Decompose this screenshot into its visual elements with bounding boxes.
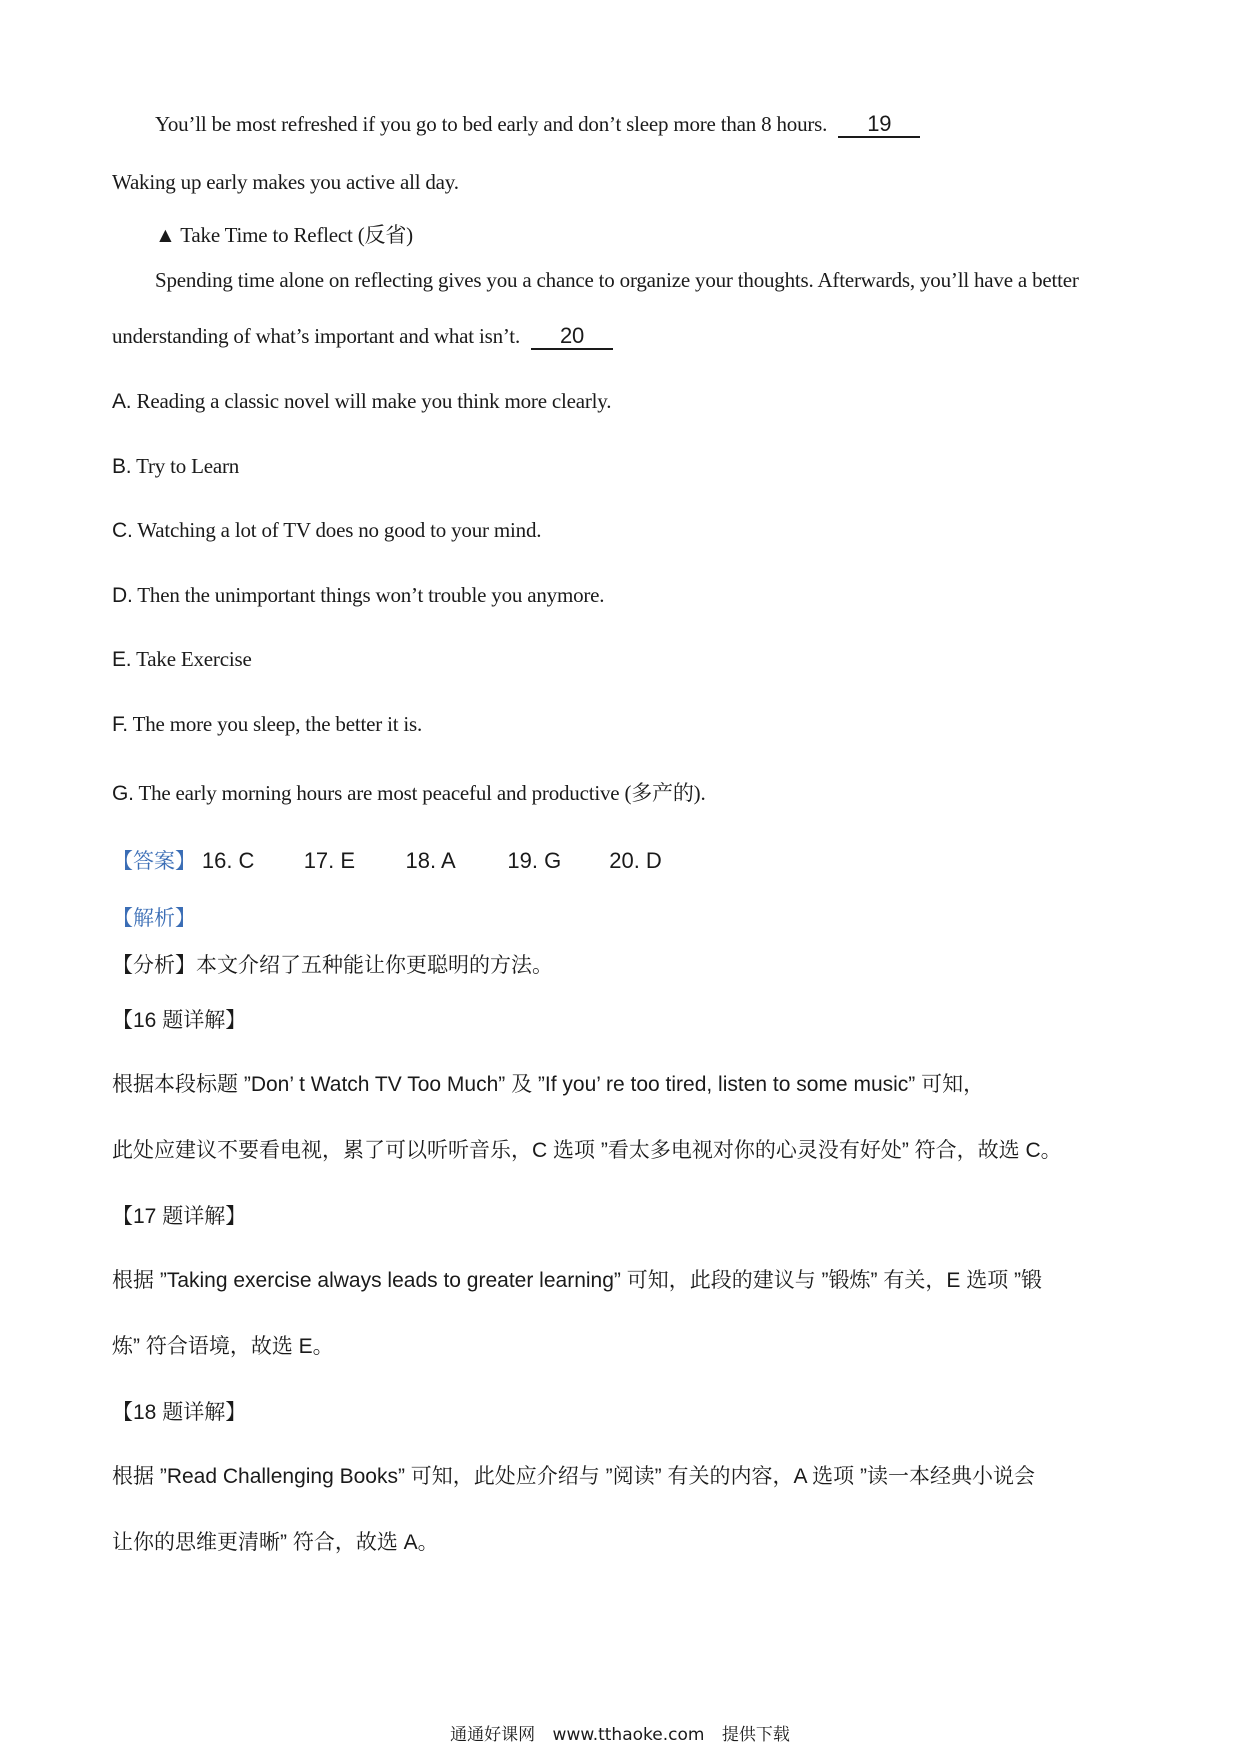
option-letter: C.: [112, 519, 133, 542]
option-g: [112, 777, 706, 807]
option-letter: A.: [112, 390, 132, 413]
passage-line-19: [155, 112, 920, 138]
option-a: [112, 389, 611, 414]
option-text: Try to Learn: [136, 454, 240, 478]
q17-line-1: 根据 ”Taking exercise always leads to greater learning” 可知，此段的建议与 ”锻炼” 有关，E 选项 ”锻: [112, 1269, 1043, 1292]
option-b: [112, 454, 239, 479]
q17-line-2: 炼” 符合语境，故选 E。: [112, 1335, 334, 1358]
q16-heading: 【16 题详解】: [112, 1009, 247, 1032]
q17-heading: 【17 题详解】: [112, 1205, 247, 1228]
option-e: [112, 647, 252, 672]
footer-site-name: 通通好课网: [450, 1725, 536, 1745]
option-text: The early morning hours are most peaceful and productive (多产的).: [138, 781, 706, 805]
page-footer: [0, 1720, 1240, 1745]
option-text: Take Exercise: [136, 647, 252, 671]
blank-20: 20: [531, 324, 613, 350]
footer-url[interactable]: www.tthaoke.com: [552, 1725, 705, 1745]
passage-sentence-19: You’ll be most refreshed if you go to bed early and don’t sleep more than 8 hours.: [155, 112, 828, 136]
analysis-summary: 【分析】本文介绍了五种能让你更聪明的方法。: [112, 954, 553, 977]
footer-note: 提供下载: [721, 1725, 790, 1745]
blank-19: 19: [838, 112, 920, 138]
option-text: Then the unimportant things won’t trouble you anymore.: [137, 583, 605, 607]
q18-heading: 【18 题详解】: [112, 1401, 247, 1424]
reflect-paragraph-line-1: Spending time alone on reflecting gives you a chance to organize your thoughts. Afterwards, you’ll have a better: [155, 268, 1079, 292]
option-c: [112, 518, 541, 543]
answer-18: 18. A: [405, 848, 456, 873]
reflect-sentence-end: understanding of what’s important and what isn’t.: [112, 324, 520, 348]
option-text: The more you sleep, the better it is.: [132, 712, 423, 736]
option-letter: F.: [112, 713, 128, 736]
q16-line-1: 根据本段标题 ”Don’ t Watch TV Too Much” 及 ”If you’ re too tired, listen to some music” 可知，: [112, 1073, 985, 1096]
analysis-label: 【解析】: [112, 907, 196, 930]
option-letter: E.: [112, 648, 132, 671]
option-f: [112, 712, 422, 737]
option-letter: B.: [112, 455, 132, 478]
passage-line-after-19: Waking up early makes you active all day.: [112, 170, 459, 194]
option-text: Reading a classic novel will make you think more clearly.: [136, 389, 612, 413]
option-text: Watching a lot of TV does no good to your mind.: [137, 518, 542, 542]
option-letter: G.: [112, 782, 134, 805]
q16-line-2: 此处应建议不要看电视，累了可以听听音乐，C 选项 ”看太多电视对你的心灵没有好处” 符合，故选 C。: [112, 1139, 1062, 1162]
answer-16: 16. C: [201, 848, 255, 873]
option-letter: D.: [112, 584, 133, 607]
heading-take-time-to-reflect: ▲ Take Time to Reflect (反省): [155, 223, 413, 247]
option-d: [112, 583, 604, 608]
answer-20: 20. D: [609, 848, 662, 873]
answers-row: [112, 845, 662, 875]
q18-line-2: 让你的思维更清晰” 符合，故选 A。: [112, 1531, 439, 1554]
answer-17: 17. E: [303, 848, 356, 873]
reflect-paragraph-line-2: [112, 324, 613, 350]
q18-line-1: 根据 ”Read Challenging Books” 可知，此处应介绍与 ”阅读” 有关的内容，A 选项 ”读一本经典小说会: [112, 1465, 1035, 1488]
answer-19: 19. G: [507, 848, 562, 873]
answers-label: 【答案】: [112, 850, 196, 873]
